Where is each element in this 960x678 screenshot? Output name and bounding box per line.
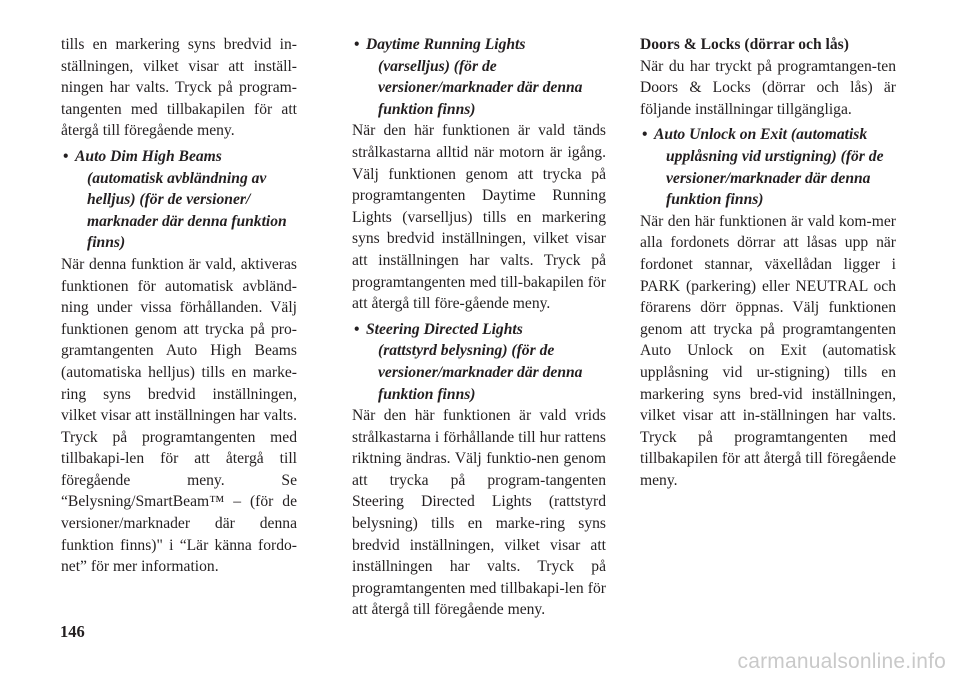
steering-paragraph: När den här funktionen är vald vrids strålkastarna i förhållande till hur rattens riktning ändras. Välj funktio-nen genom att trycka på program-tangenten Steering Directed Lights (rattstyrd belysning) tills en marke-ring syns bredvid inställningen, vilket visar att inställningen har valts. Tryck på programtangenten med tillbakapi-len för att återgå till föregående meny. <box>352 407 606 619</box>
bullet-icon: • <box>354 36 360 53</box>
bullet-daytime-running-lights <box>352 34 606 120</box>
doors-locks-intro: När du har tryckt på programtangen-ten Doors & Locks (dörrar och lås) är följande inställningar tillgängliga. <box>640 57 896 118</box>
bullet-title-rest: upplåsning vid urstigning) (för de versioner/marknader där denna funktion finns) <box>666 147 884 209</box>
page-number: 146 <box>60 622 85 641</box>
auto-dim-paragraph: När denna funktion är vald, aktiveras funktionen för automatisk avbländ-ning under vissa förhållanden. Välj funktionen genom att trycka på pro-gramtangenten Auto High Beams (automatiska helljus) tills en marke-ring syns bredvid inställningen, vilket visar att inställningen har valts. Tryck på programtangenten med tillbakapi-len för att återgå till föregående meny. Se “Belysning/SmartBeam™ – (för de versioner/marknader där denna funktion finns)" i “Lär känna fordo-net” för mer information. <box>61 255 297 576</box>
column-left <box>61 34 297 578</box>
bullet-title-line1: Auto Dim High Beams <box>75 147 222 165</box>
daytime-paragraph: När den här funktionen är vald tänds strålkastarna alltid när motorn är igång. Välj funktionen genom att trycka på programtangenten Daytime Running Lights (varselljus) tills en markering syns bredvid inställningen, vilket visar att inställningen har valts. Tryck på programtangenten med till-bakapilen för att återgå till före-gående meny. <box>352 122 606 313</box>
bullet-auto-dim-high-beams <box>61 146 297 254</box>
bullet-title-rest: (rattstyrd belysning) (för de versioner/marknader där denna funktion finns) <box>378 342 583 403</box>
bullet-title-rest: (automatisk avbländning av helljus) (för de versioner/ marknader där denna funktion finns) <box>87 169 287 252</box>
bullet-auto-unlock-on-exit <box>640 124 896 210</box>
auto-unlock-paragraph: När den här funktionen är vald kom-mer alla fordonets dörrar att låsas upp när fordonet stannar, växellådan ligger i PARK (parkering) eller NEUTRAL och förarens dörr öppnas. Välj funktionen genom att trycka på programtangenten Auto Unlock on Exit (automatisk upplåsning vid ur-stigning) tills en markering syns bred-vid inställningen, vilket visar att in-ställningen har valts. Tryck på programtangenten med tillbakapilen för att återgå till föregående meny. <box>640 212 896 489</box>
section-heading-doors-locks: Doors & Locks (dörrar och lås) <box>640 36 849 53</box>
bullet-title-rest: (varselljus) (för de versioner/marknader där denna funktion finns) <box>378 57 583 118</box>
bullet-steering-directed-lights <box>352 319 606 405</box>
column-right <box>640 34 896 491</box>
bullet-icon: • <box>354 320 360 338</box>
bullet-icon: • <box>63 147 69 165</box>
bullet-title-line1: Daytime Running Lights <box>366 36 526 53</box>
intro-paragraph: tills en markering syns bredvid in-ställningen, vilket visar att inställ-ningen har valts. Tryck på program-tangenten med tillbakapilen för att återgå till föregående meny. <box>61 36 297 140</box>
bullet-title-line1: Auto Unlock on Exit (automatisk <box>654 126 868 144</box>
watermark: carmanualsonline.info <box>737 650 946 673</box>
bullet-title-line1: Steering Directed Lights <box>366 320 523 338</box>
bullet-icon: • <box>642 126 648 144</box>
column-middle <box>352 34 606 621</box>
